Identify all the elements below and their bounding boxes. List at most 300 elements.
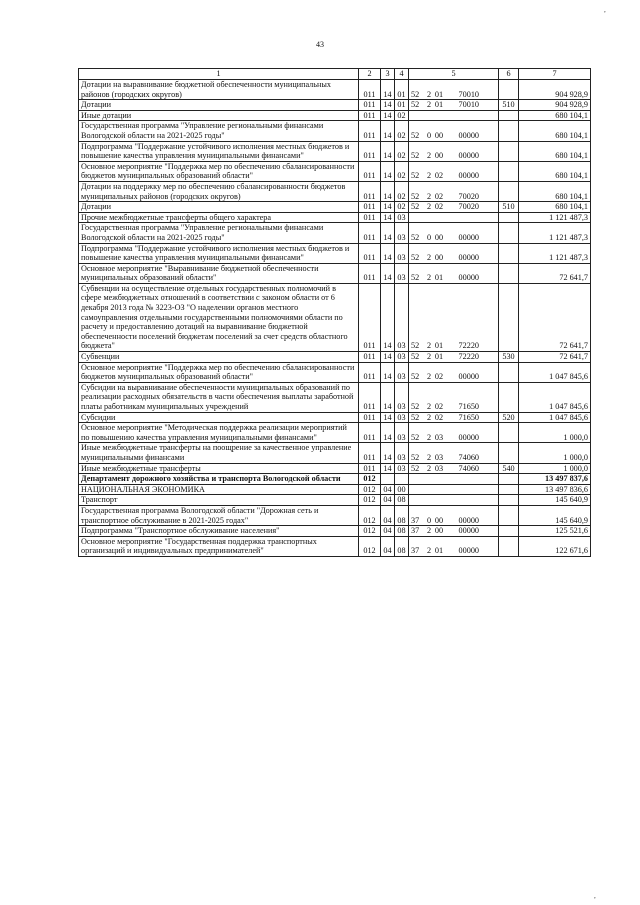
csr-part: 2: [426, 546, 432, 556]
csr-part: 03: [434, 432, 444, 442]
csr-part: 00: [434, 526, 444, 536]
row-ved-cell: 012: [359, 474, 381, 485]
row-pr-cell: 02: [395, 121, 409, 141]
row-ved-cell: 011: [359, 283, 381, 351]
row-vr-cell: [499, 283, 519, 351]
row-pr-cell: 01: [395, 100, 409, 111]
table-row: [79, 423, 591, 443]
row-pr-cell: 03: [395, 243, 409, 263]
row-vr-cell: [499, 212, 519, 223]
row-ved-cell: 011: [359, 141, 381, 161]
row-pr-cell: 03: [395, 223, 409, 243]
csr-part: 37: [411, 515, 420, 525]
row-vr-cell: [499, 423, 519, 443]
csr-part: 2: [426, 352, 432, 362]
csr-part: 01: [434, 100, 444, 110]
row-vr-cell: 520: [499, 412, 519, 423]
table-row: [79, 526, 591, 537]
row-rz-cell: 14: [381, 161, 395, 181]
table-row: [79, 474, 591, 485]
csr-part: 2: [426, 273, 432, 283]
csr-part: 03: [434, 463, 444, 473]
table-row: [79, 283, 591, 351]
csr-part: 52: [411, 100, 420, 110]
csr-part: 71650: [458, 402, 479, 411]
header-cell: 7: [519, 69, 591, 80]
row-ved-cell: 011: [359, 352, 381, 363]
row-vr-cell: [499, 223, 519, 243]
csr-part: 0: [426, 130, 432, 140]
table-row: [79, 223, 591, 243]
csr-part: 52: [411, 89, 420, 99]
csr-part: 00000: [458, 546, 479, 556]
row-csr-cell: [409, 141, 499, 161]
row-rz-cell: 14: [381, 100, 395, 111]
row-sum-cell: 1 121 487,3: [519, 223, 591, 243]
row-name-cell: Основное мероприятие "Методическая поддержка реализации мероприятий по повышению качества управления муниципальными финансами": [79, 423, 359, 443]
row-pr-cell: 03: [395, 212, 409, 223]
csr-part: 52: [411, 273, 420, 283]
csr-part: 72220: [458, 341, 479, 351]
csr-part: 0: [426, 515, 432, 525]
row-vr-cell: 510: [499, 100, 519, 111]
row-pr-cell: 03: [395, 423, 409, 443]
table-row: [79, 362, 591, 382]
row-pr-cell: 02: [395, 202, 409, 213]
row-sum-cell: 680 104,1: [519, 121, 591, 141]
row-name-cell: Иные межбюджетные трансферты: [79, 463, 359, 474]
csr-part: 52: [411, 402, 420, 411]
csr-part: 00000: [458, 273, 479, 283]
header-cell: 3: [381, 69, 395, 80]
table-row: [79, 382, 591, 412]
csr-part: 00000: [458, 515, 479, 525]
csr-part: 74060: [458, 452, 479, 462]
row-ved-cell: 012: [359, 526, 381, 537]
row-pr-cell: 01: [395, 80, 409, 100]
csr-part: 01: [434, 273, 444, 283]
csr-part: 2: [426, 151, 432, 161]
csr-part: 01: [434, 352, 444, 362]
row-rz-cell: 14: [381, 121, 395, 141]
csr-part: 37: [411, 526, 420, 536]
row-csr-cell: [409, 352, 499, 363]
csr-part: 00000: [458, 526, 479, 536]
csr-part: 01: [434, 546, 444, 556]
row-vr-cell: 540: [499, 463, 519, 474]
row-pr-cell: 03: [395, 382, 409, 412]
row-csr-cell: [409, 536, 499, 556]
row-ved-cell: 012: [359, 495, 381, 506]
row-rz-cell: 14: [381, 110, 395, 121]
csr-part: 72220: [458, 352, 479, 362]
row-rz-cell: 14: [381, 141, 395, 161]
row-rz-cell: 14: [381, 423, 395, 443]
table-row: [79, 352, 591, 363]
row-pr-cell: 02: [395, 161, 409, 181]
header-cell: 1: [79, 69, 359, 80]
row-csr-cell: [409, 505, 499, 525]
row-vr-cell: [499, 263, 519, 283]
row-csr-cell: [409, 161, 499, 181]
csr-part: 03: [434, 452, 444, 462]
row-pr-cell: 08: [395, 505, 409, 525]
row-csr-cell: [409, 223, 499, 243]
csr-part: 00000: [458, 372, 479, 382]
table-row: [79, 141, 591, 161]
row-rz-cell: [381, 474, 395, 485]
row-name-cell: Дотации: [79, 202, 359, 213]
csr-part: 74060: [458, 463, 479, 473]
row-ved-cell: 011: [359, 463, 381, 474]
csr-part: 52: [411, 452, 420, 462]
csr-part: 2: [426, 432, 432, 442]
row-vr-cell: [499, 181, 519, 201]
csr-part: 70020: [458, 191, 479, 201]
header-cell: 6: [499, 69, 519, 80]
row-ved-cell: 011: [359, 223, 381, 243]
csr-part: 70010: [458, 100, 479, 110]
csr-part: 37: [411, 546, 420, 556]
row-name-cell: Государственная программа Вологодской области "Дорожная сеть и транспортное обслуживание в 2021-2025 годах": [79, 505, 359, 525]
row-sum-cell: 1 000,0: [519, 443, 591, 463]
csr-part: 70020: [458, 202, 479, 212]
row-rz-cell: 14: [381, 212, 395, 223]
csr-part: 70010: [458, 89, 479, 99]
row-sum-cell: 145 640,9: [519, 495, 591, 506]
row-ved-cell: 011: [359, 161, 381, 181]
row-rz-cell: 14: [381, 181, 395, 201]
row-csr-cell: [409, 181, 499, 201]
csr-part: 00: [434, 515, 444, 525]
csr-part: 52: [411, 232, 420, 242]
row-csr-cell: [409, 263, 499, 283]
row-rz-cell: 04: [381, 526, 395, 537]
row-ved-cell: 011: [359, 100, 381, 111]
csr-part: 2: [426, 89, 432, 99]
row-csr-cell: [409, 100, 499, 111]
csr-part: 01: [434, 341, 444, 351]
row-vr-cell: [499, 536, 519, 556]
row-sum-cell: 1 121 487,3: [519, 243, 591, 263]
row-pr-cell: [395, 474, 409, 485]
row-name-cell: Департамент дорожного хозяйства и транспорта Вологодской области: [79, 474, 359, 485]
row-ved-cell: 011: [359, 443, 381, 463]
csr-part: 0: [426, 232, 432, 242]
csr-part: 2: [426, 253, 432, 263]
csr-part: 00000: [458, 432, 479, 442]
csr-part: 2: [426, 202, 432, 212]
row-csr-cell: [409, 212, 499, 223]
csr-part: 2: [426, 402, 432, 411]
header-cell: 5: [409, 69, 499, 80]
row-sum-cell: 680 104,1: [519, 110, 591, 121]
row-rz-cell: 04: [381, 505, 395, 525]
table-row: [79, 443, 591, 463]
row-csr-cell: [409, 243, 499, 263]
row-csr-cell: [409, 474, 499, 485]
csr-part: 00000: [458, 232, 479, 242]
csr-part: 52: [411, 191, 420, 201]
row-name-cell: Субсидии на выравнивание обеспеченности муниципальных образований по реализации расходных обязательств в части обеспечения выплаты заработной платы работникам муниципальных учреждений: [79, 382, 359, 412]
row-sum-cell: 1 047 845,6: [519, 362, 591, 382]
row-ved-cell: 012: [359, 536, 381, 556]
table-row: [79, 202, 591, 213]
row-pr-cell: 02: [395, 141, 409, 161]
row-pr-cell: 03: [395, 412, 409, 423]
row-name-cell: НАЦИОНАЛЬНАЯ ЭКОНОМИКА: [79, 484, 359, 495]
row-name-cell: Дотации на поддержку мер по обеспечению сбалансированности бюджетов муниципальных районов (городских округов): [79, 181, 359, 201]
row-rz-cell: 14: [381, 283, 395, 351]
row-ved-cell: 011: [359, 121, 381, 141]
row-csr-cell: [409, 121, 499, 141]
csr-part: 00000: [458, 171, 479, 181]
row-name-cell: Дотации: [79, 100, 359, 111]
row-ved-cell: 011: [359, 202, 381, 213]
row-rz-cell: 14: [381, 223, 395, 243]
edge-mark-top: ,: [604, 6, 606, 14]
csr-part: 00: [434, 232, 444, 242]
row-sum-cell: 125 521,6: [519, 526, 591, 537]
row-sum-cell: 680 104,1: [519, 181, 591, 201]
row-pr-cell: 03: [395, 362, 409, 382]
csr-part: 2: [426, 191, 432, 201]
row-sum-cell: 122 671,6: [519, 536, 591, 556]
csr-part: 52: [411, 130, 420, 140]
row-ved-cell: 012: [359, 484, 381, 495]
row-csr-cell: [409, 484, 499, 495]
row-rz-cell: 14: [381, 202, 395, 213]
csr-part: 52: [411, 171, 420, 181]
row-name-cell: Основное мероприятие "Поддержка мер по обеспечению сбалансированности бюджетов муниципальных образований области": [79, 161, 359, 181]
row-rz-cell: 14: [381, 412, 395, 423]
table-row: [79, 412, 591, 423]
row-vr-cell: 530: [499, 352, 519, 363]
csr-part: 2: [426, 100, 432, 110]
row-csr-cell: [409, 202, 499, 213]
row-ved-cell: 011: [359, 181, 381, 201]
csr-part: 00: [434, 151, 444, 161]
row-vr-cell: [499, 362, 519, 382]
row-name-cell: Подпрограмма "Транспортное обслуживание населения": [79, 526, 359, 537]
row-pr-cell: 00: [395, 484, 409, 495]
row-rz-cell: 14: [381, 263, 395, 283]
row-rz-cell: 14: [381, 362, 395, 382]
row-name-cell: Субсидии: [79, 412, 359, 423]
row-vr-cell: [499, 121, 519, 141]
row-name-cell: Транспорт: [79, 495, 359, 506]
row-ved-cell: 011: [359, 362, 381, 382]
csr-part: 02: [434, 191, 444, 201]
row-pr-cell: 02: [395, 110, 409, 121]
table-row: [79, 100, 591, 111]
row-vr-cell: [499, 382, 519, 412]
row-csr-cell: [409, 495, 499, 506]
table-row: [79, 121, 591, 141]
row-vr-cell: [499, 161, 519, 181]
table-row: [79, 505, 591, 525]
csr-part: 00: [434, 130, 444, 140]
row-pr-cell: 03: [395, 352, 409, 363]
row-rz-cell: 14: [381, 382, 395, 412]
csr-part: 2: [426, 412, 432, 422]
csr-part: 2: [426, 452, 432, 462]
csr-part: 02: [434, 412, 444, 422]
row-sum-cell: 145 640,9: [519, 505, 591, 525]
row-ved-cell: 012: [359, 505, 381, 525]
csr-part: 52: [411, 341, 420, 351]
row-name-cell: Иные межбюджетные трансферты на поощрение за качественное управление муниципальными финансами: [79, 443, 359, 463]
row-vr-cell: [499, 80, 519, 100]
budget-table: [78, 68, 591, 557]
row-name-cell: Основное мероприятие "Выравнивание бюджетной обеспеченности муниципальных образований области": [79, 263, 359, 283]
table-row: [79, 495, 591, 506]
row-vr-cell: [499, 484, 519, 495]
row-rz-cell: 14: [381, 352, 395, 363]
csr-part: 00: [434, 253, 444, 263]
row-sum-cell: 1 047 845,6: [519, 412, 591, 423]
row-name-cell: Подпрограмма "Поддержание устойчивого исполнения местных бюджетов и повышение качества управления муниципальными финансами": [79, 243, 359, 263]
table-row: [79, 80, 591, 100]
row-name-cell: Иные дотации: [79, 110, 359, 121]
row-vr-cell: 510: [499, 202, 519, 213]
row-vr-cell: [499, 495, 519, 506]
row-ved-cell: 011: [359, 212, 381, 223]
row-csr-cell: [409, 382, 499, 412]
table-row: [79, 110, 591, 121]
row-sum-cell: 1 047 845,6: [519, 382, 591, 412]
row-ved-cell: 011: [359, 412, 381, 423]
row-vr-cell: [499, 505, 519, 525]
row-vr-cell: [499, 110, 519, 121]
row-csr-cell: [409, 110, 499, 121]
csr-part: 52: [411, 432, 420, 442]
table-row: [79, 181, 591, 201]
csr-part: 01: [434, 89, 444, 99]
row-pr-cell: 03: [395, 263, 409, 283]
csr-part: 02: [434, 402, 444, 411]
csr-part: 52: [411, 372, 420, 382]
row-rz-cell: 14: [381, 443, 395, 463]
row-sum-cell: 72 641,7: [519, 263, 591, 283]
row-pr-cell: 08: [395, 526, 409, 537]
table-row: [79, 212, 591, 223]
row-sum-cell: 1 000,0: [519, 423, 591, 443]
row-rz-cell: 04: [381, 536, 395, 556]
row-csr-cell: [409, 526, 499, 537]
row-sum-cell: 13 497 836,6: [519, 484, 591, 495]
row-csr-cell: [409, 283, 499, 351]
row-name-cell: Основное мероприятие "Государственная поддержка транспортных организаций и индивидуальных предпринимателей": [79, 536, 359, 556]
row-vr-cell: [499, 474, 519, 485]
row-sum-cell: 72 641,7: [519, 283, 591, 351]
row-sum-cell: 1 000,0: [519, 463, 591, 474]
header-cell: 2: [359, 69, 381, 80]
row-name-cell: Дотации на выравнивание бюджетной обеспеченности муниципальных районов (городских округов): [79, 80, 359, 100]
row-csr-cell: [409, 80, 499, 100]
row-ved-cell: 011: [359, 243, 381, 263]
row-name-cell: Субвенции на осуществление отдельных государственных полномочий в сфере межбюджетных отношений в соответствии с законом области от 6 декабря 2013 года № 3223-ОЗ "О наделении органов местного самоуправления отдельными государственными полномочиями области по расчету и предоставлению дотаций на выравнивание бюджетной обеспеченности поселений бюджетам поселений за счет средств областного бюджета": [79, 283, 359, 351]
row-ved-cell: 011: [359, 382, 381, 412]
csr-part: 52: [411, 202, 420, 212]
table-row: [79, 484, 591, 495]
row-sum-cell: 680 104,1: [519, 202, 591, 213]
row-csr-cell: [409, 362, 499, 382]
row-csr-cell: [409, 443, 499, 463]
table-row: [79, 263, 591, 283]
row-vr-cell: [499, 526, 519, 537]
row-name-cell: Государственная программа "Управление региональными финансами Вологодской области на 2021-2025 годы": [79, 223, 359, 243]
csr-part: 52: [411, 151, 420, 161]
row-rz-cell: 14: [381, 243, 395, 263]
row-rz-cell: 04: [381, 484, 395, 495]
csr-part: 2: [426, 171, 432, 181]
row-name-cell: Основное мероприятие "Поддержка мер по обеспечению сбалансированности бюджетов муниципальных образований области": [79, 362, 359, 382]
csr-part: 52: [411, 463, 420, 473]
csr-part: 00000: [458, 151, 479, 161]
row-csr-cell: [409, 423, 499, 443]
row-sum-cell: 72 641,7: [519, 352, 591, 363]
csr-part: 52: [411, 352, 420, 362]
row-pr-cell: 03: [395, 463, 409, 474]
csr-part: 2: [426, 526, 432, 536]
row-sum-cell: 680 104,1: [519, 161, 591, 181]
row-sum-cell: 904 928,9: [519, 80, 591, 100]
header-cell: 4: [395, 69, 409, 80]
row-rz-cell: 14: [381, 463, 395, 474]
table-row: [79, 463, 591, 474]
row-vr-cell: [499, 141, 519, 161]
csr-part: 00000: [458, 253, 479, 263]
csr-part: 52: [411, 253, 420, 263]
table-header-row: [79, 69, 591, 80]
row-pr-cell: 08: [395, 536, 409, 556]
table-row: [79, 536, 591, 556]
row-ved-cell: 011: [359, 423, 381, 443]
row-vr-cell: [499, 243, 519, 263]
row-rz-cell: 14: [381, 80, 395, 100]
csr-part: 71650: [458, 412, 479, 422]
row-pr-cell: 03: [395, 283, 409, 351]
row-name-cell: Субвенции: [79, 352, 359, 363]
row-ved-cell: 011: [359, 80, 381, 100]
row-name-cell: Государственная программа "Управление региональными финансами Вологодской области на 2021-2025 годы": [79, 121, 359, 141]
csr-part: 52: [411, 412, 420, 422]
csr-part: 00000: [458, 130, 479, 140]
row-name-cell: Подпрограмма "Поддержание устойчивого исполнения местных бюджетов и повышение качества управления муниципальными финансами": [79, 141, 359, 161]
edge-mark-bottom: ,: [594, 892, 596, 900]
row-sum-cell: 904 928,9: [519, 100, 591, 111]
row-name-cell: Прочие межбюджетные трансферты общего характера: [79, 212, 359, 223]
table-row: [79, 161, 591, 181]
row-csr-cell: [409, 412, 499, 423]
csr-part: 02: [434, 372, 444, 382]
row-sum-cell: 680 104,1: [519, 141, 591, 161]
page-number: 43: [316, 40, 324, 49]
row-sum-cell: 1 121 487,3: [519, 212, 591, 223]
csr-part: 02: [434, 202, 444, 212]
csr-part: 2: [426, 372, 432, 382]
row-rz-cell: 04: [381, 495, 395, 506]
row-ved-cell: 011: [359, 110, 381, 121]
csr-part: 2: [426, 341, 432, 351]
row-pr-cell: 03: [395, 443, 409, 463]
csr-part: 2: [426, 463, 432, 473]
csr-part: 02: [434, 171, 444, 181]
row-csr-cell: [409, 463, 499, 474]
row-ved-cell: 011: [359, 263, 381, 283]
row-vr-cell: [499, 443, 519, 463]
